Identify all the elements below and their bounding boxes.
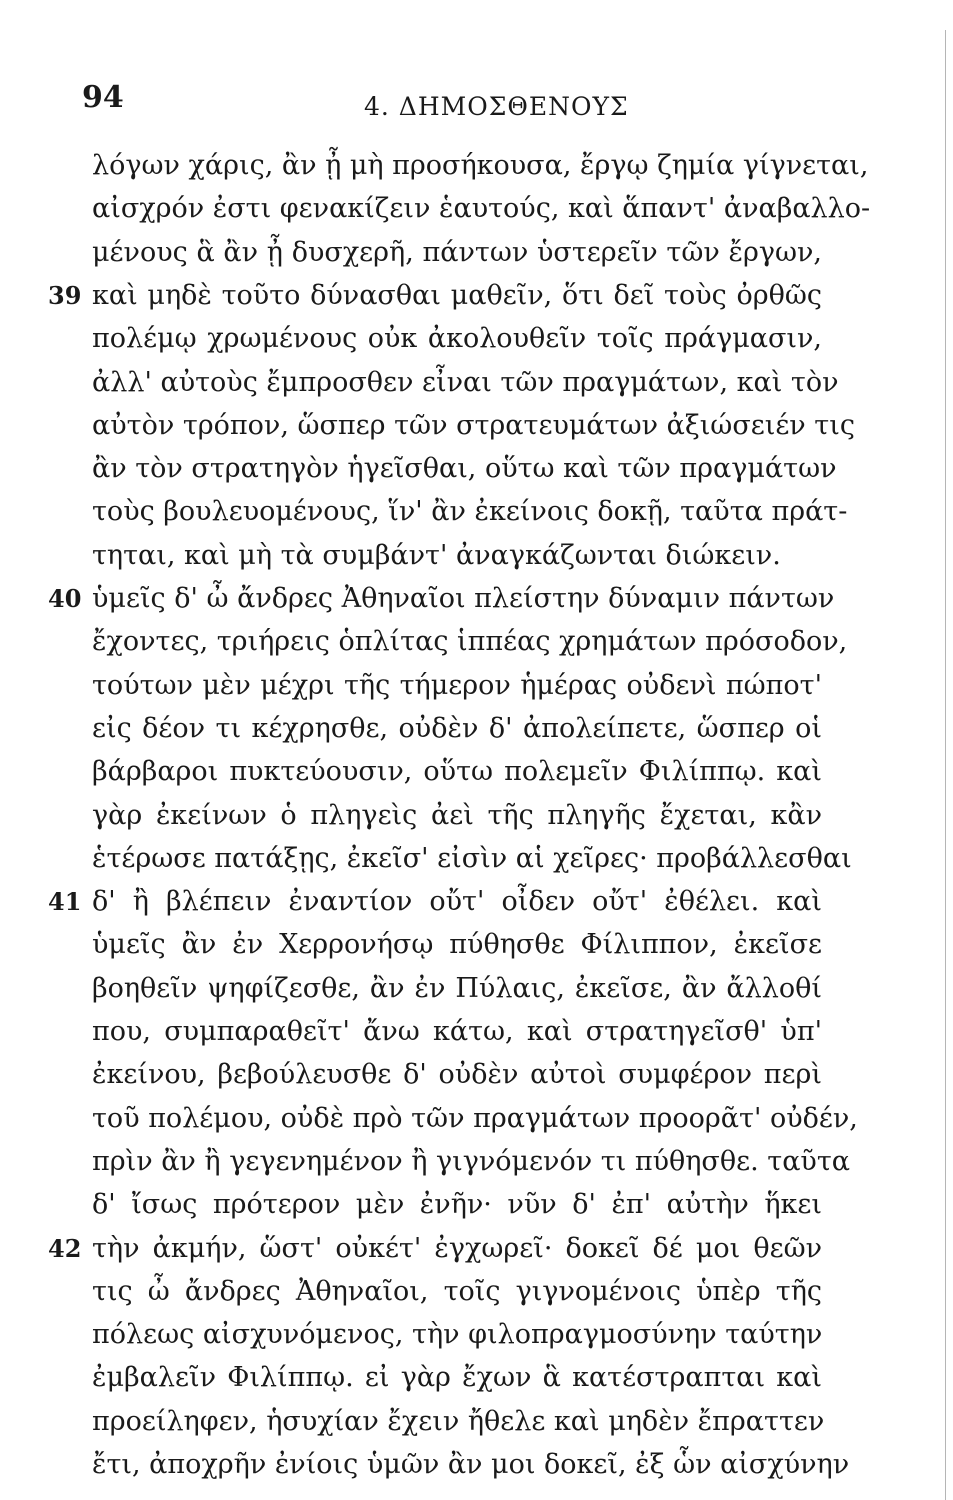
text-line: που, συμπαραθεῖτ' ἄνω κάτω, καὶ στρατηγεῖσθ' ὑπ'	[92, 1016, 822, 1047]
text-line: αὐτὸν τρόπον, ὥσπερ τῶν στρατευμάτων ἀξιώσειέν τις	[92, 409, 855, 441]
text-line: τούτων μὲν μέχρι τῆς τήμερον ἡμέρας οὐδενὶ πώποτ'	[92, 669, 822, 701]
section-number-42: 42	[48, 1233, 82, 1263]
text-line: δ' ἢ βλέπειν ἐναντίον οὔτ' οἶδεν οὔτ' ἐθέλει. καὶ	[92, 886, 822, 918]
text-line: τηται, καὶ μὴ τὰ συμβάντ' ἀναγκάζωνται διώκειν.	[92, 539, 781, 571]
text-line: βοηθεῖν ψηφίζεσθε, ἂν ἐν Πύλαις, ἐκεῖσε, ἂν ἄλλοθί	[92, 972, 822, 1004]
text-line: εἰς δέον τι κέχρησθε, οὐδὲν δ' ἀπολείπετε, ὥσπερ οἱ	[92, 712, 822, 744]
running-head: 4. ΔΗΜΟΣΘΕΝΟΥΣ	[364, 92, 629, 121]
section-number-40: 40	[48, 584, 82, 613]
text-line: ὑμεῖς δ' ὦ ἄνδρες Ἀθηναῖοι πλείστην δύναμιν πάντων	[92, 583, 835, 614]
text-line: προείληφεν, ἡσυχίαν ἔχειν ἤθελε καὶ μηδὲν ἔπραττεν	[92, 1405, 825, 1437]
text-line: τις ὦ ἄνδρες Ἀθηναῖοι, τοῖς γιγνομένοις ὑπὲρ τῆς	[92, 1275, 822, 1307]
text-line: ἐκείνου, βεβούλευσθε δ' οὐδὲν αὐτοὶ συμφέρον περὶ	[92, 1059, 822, 1091]
section-number-41: 41	[48, 887, 82, 917]
text-line: γὰρ ἐκείνων ὁ πληγεὶς ἀεὶ τῆς πληγῆς ἔχεται, κἂν	[92, 799, 822, 831]
text-line: ἀλλ' αὐτοὺς ἔμπροσθεν εἶναι τῶν πραγμάτων, καὶ τὸν	[92, 366, 839, 398]
text-line: λόγων χάρις, ἂν ᾖ μὴ προσήκουσα, ἔργῳ ζημία γίγνεται,	[92, 150, 869, 181]
text-line: ἂν τὸν στρατηγὸν ἡγεῖσθαι, οὕτω καὶ τῶν πραγμάτων	[92, 453, 837, 485]
text-line: τοὺς βουλευομένους, ἵν' ἂν ἐκείνοις δοκῇ, ταῦτα πράτ-	[92, 496, 848, 528]
text-line: μένους ἃ ἂν ᾖ δυσχερῆ, πάντων ὑστερεῖν τῶν ἔργων,	[92, 236, 822, 268]
page-edge-rule	[945, 30, 946, 1500]
text-line: αἰσχρόν ἐστι φενακίζειν ἑαυτούς, καὶ ἅπαντ' ἀναβαλλο-	[92, 193, 871, 225]
page-number: 94	[82, 80, 124, 115]
text-line: βάρβαροι πυκτεύουσιν, οὕτω πολεμεῖν Φιλίππῳ. καὶ	[92, 756, 822, 788]
text-line: τὴν ἀκμήν, ὥστ' οὐκέτ' ἐγχωρεῖ· δοκεῖ δέ μοι θεῶν	[92, 1232, 822, 1264]
text-line: πόλεως αἰσχυνόμενος, τὴν φιλοπραγμοσύνην ταύτην	[92, 1319, 823, 1351]
text-line: πολέμῳ χρωμένους οὐκ ἀκολουθεῖν τοῖς πράγμασιν,	[92, 323, 822, 355]
text-line: πρὶν ἂν ἢ γεγενημένον ἢ γιγνόμενόν τι πύθησθε. ταῦτα	[92, 1145, 851, 1177]
text-line: ἔχοντες, τριήρεις ὁπλίτας ἱππέας χρημάτων πρόσοδον,	[92, 626, 848, 658]
text-line: ἔτι, ἀποχρῆν ἐνίοις ὑμῶν ἂν μοι δοκεῖ, ἐξ ὧν αἰσχύνην	[92, 1449, 850, 1480]
text-line: ὑμεῖς ἂν ἐν Χερρονήσῳ πύθησθε Φίλιππον, ἐκεῖσε	[92, 929, 822, 961]
section-number-39: 39	[48, 280, 82, 310]
text-line: ἑτέρωσε πατάξῃς, ἐκεῖσ' εἰσὶν αἱ χεῖρες· προβάλλεσθαι	[92, 842, 852, 874]
text-line: ἐμβαλεῖν Φιλίππῳ. εἰ γὰρ ἔχων ἃ κατέστραπται καὶ	[92, 1362, 822, 1394]
text-line: δ' ἴσως πρότερον μὲν ἐνῆν· νῦν δ' ἐπ' αὐτὴν ἥκει	[92, 1189, 822, 1221]
text-line: καὶ μηδὲ τοῦτο δύνασθαι μαθεῖν, ὅτι δεῖ τοὺς ὀρθῶς	[92, 279, 822, 311]
text-line: τοῦ πολέμου, οὐδὲ πρὸ τῶν πραγμάτων προορᾶτ' οὐδέν,	[92, 1102, 858, 1134]
